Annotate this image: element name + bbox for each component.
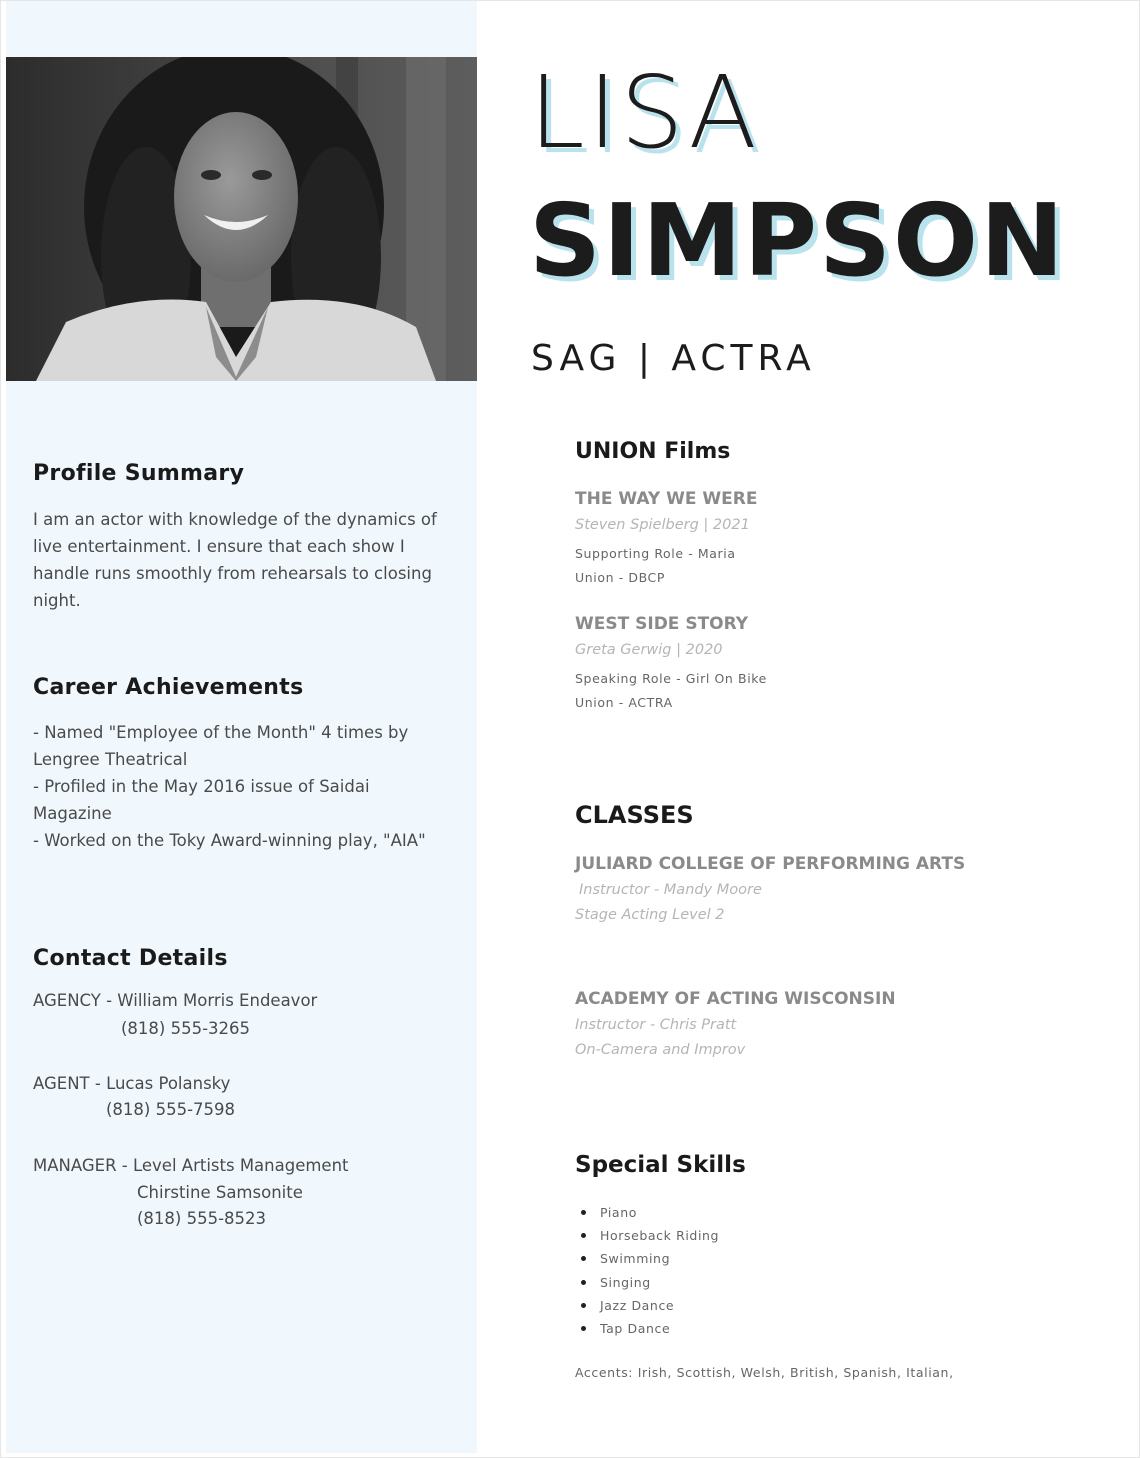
agent-phone[interactable]: (818) 555-7598: [106, 1100, 236, 1119]
career-achievements-heading: Career Achievements: [33, 675, 304, 700]
contact-details-heading: Contact Details: [33, 946, 228, 971]
skill-item: Tap Dance: [581, 1317, 719, 1340]
achievement-line: - Named "Employee of the Month" 4 times by: [33, 723, 409, 742]
manager-name: Chirstine Samsonite: [137, 1183, 303, 1202]
achievement-line: - Worked on the Toky Award-winning play, "AIA": [33, 831, 426, 850]
class-school: JULIARD COLLEGE OF PERFORMING ARTS: [575, 854, 966, 874]
film-director: Greta Gerwig | 2020: [575, 642, 723, 658]
film-role: Speaking Role - Girl On Bike: [575, 671, 767, 686]
film-title: THE WAY WE WERE: [575, 489, 758, 509]
profile-line: night.: [33, 591, 81, 610]
class-instructor: Instructor - Chris Pratt: [575, 1017, 737, 1033]
accents-text: Accents: Irish, Scottish, Welsh, British, Spanish, Italian,: [575, 1365, 954, 1380]
last-name: SIMPSON: [529, 182, 1066, 299]
manager-phone[interactable]: (818) 555-8523: [137, 1209, 267, 1228]
union-affiliations: SAG | ACTRA: [531, 338, 816, 379]
first-name: LISA: [529, 54, 760, 171]
skill-item: Jazz Dance: [581, 1294, 719, 1317]
film-union: Union - ACTRA: [575, 695, 673, 710]
agency-label: AGENCY - William Morris Endeavor: [33, 991, 318, 1010]
skill-item: Horseback Riding: [581, 1224, 719, 1247]
class-course: Stage Acting Level 2: [575, 907, 725, 923]
agency-phone[interactable]: (818) 555-3265: [121, 1019, 251, 1038]
classes-heading: CLASSES: [575, 801, 694, 829]
film-union: Union - DBCP: [575, 570, 666, 585]
skill-item: Swimming: [581, 1247, 719, 1270]
film-role: Supporting Role - Maria: [575, 546, 736, 561]
achievement-line: Lengree Theatrical: [33, 750, 188, 769]
profile-summary-heading: Profile Summary: [33, 461, 245, 486]
achievement-line: Magazine: [33, 804, 112, 823]
agent-label: AGENT - Lucas Polansky: [33, 1074, 231, 1093]
profile-line: I am an actor with knowledge of the dynamics of: [33, 510, 437, 529]
union-films-heading: UNION Films: [575, 439, 731, 464]
profile-line: handle runs smoothly from rehearsals to closing: [33, 564, 432, 583]
skills-list: [581, 1201, 719, 1340]
film-title: WEST SIDE STORY: [575, 614, 749, 634]
career-achievements-text: [33, 719, 458, 854]
achievement-line: - Profiled in the May 2016 issue of Saidai: [33, 777, 370, 796]
profile-line: live entertainment. I ensure that each show I: [33, 537, 405, 556]
skill-item: Singing: [581, 1271, 719, 1294]
headshot-photo: [6, 57, 477, 381]
class-instructor: Instructor - Mandy Moore: [579, 882, 762, 898]
film-director: Steven Spielberg | 2021: [575, 517, 750, 533]
skill-item: Piano: [581, 1201, 719, 1224]
class-course: On-Camera and Improv: [575, 1042, 746, 1058]
class-school: ACADEMY OF ACTING WISCONSIN: [575, 989, 896, 1009]
special-skills-heading: Special Skills: [575, 1152, 746, 1178]
profile-summary-text: [33, 506, 458, 614]
manager-label: MANAGER - Level Artists Management: [33, 1156, 349, 1175]
